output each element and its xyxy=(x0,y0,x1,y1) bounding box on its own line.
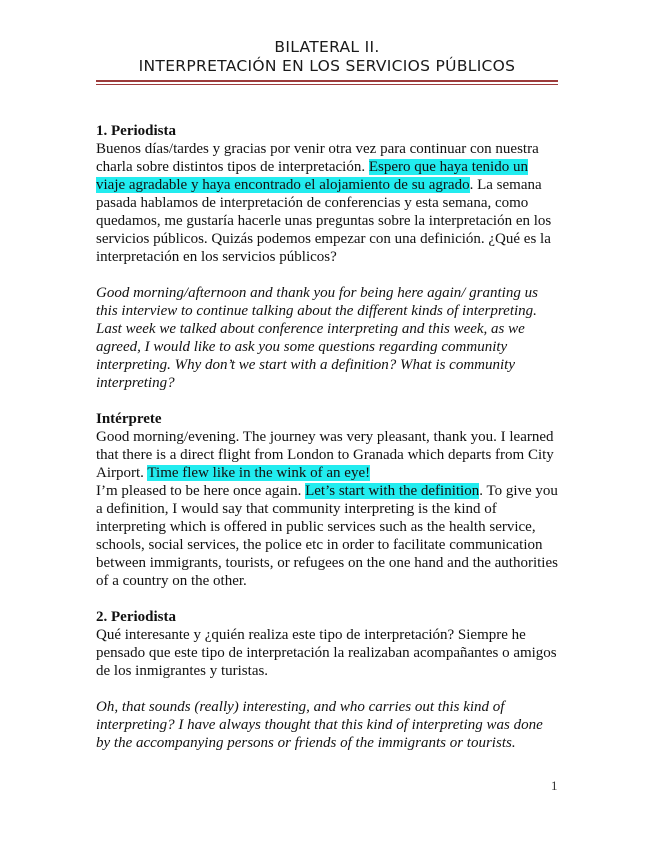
section-label: 2. Periodista xyxy=(96,609,176,625)
interpreter-paragraph xyxy=(96,482,558,590)
page-number: 1 xyxy=(551,778,558,793)
english-translation: Oh, that sounds (really) interesting, and who carries out this kind of interpreting? I have always thought that this kind of interpreting was done by the accompanying persons or friends of the immigrants or tourists. xyxy=(96,699,543,751)
section-label: Intérprete xyxy=(96,411,162,427)
interpreter-paragraph xyxy=(96,428,558,482)
page-header xyxy=(96,38,558,76)
highlighted-text: Time flew like in the wink of an eye! xyxy=(147,465,371,481)
header-title-line-2: INTERPRETACIÓN EN LOS SERVICIOS PÚBLICOS xyxy=(138,57,516,75)
spanish-paragraph: Qué interesante y ¿quién realiza este tipo de interpretación? Siempre he pensado que este tipo de interpretación la realizaban acompañantes o amigos de los inmigrantes y turistas. xyxy=(96,627,557,679)
text-run: Good morning/evening. The journey was very pleasant, thank you. I learned that there is a direct flight from London to Granada which departs from City Airport. xyxy=(96,429,554,481)
text-run: I’m pleased to be here once again. xyxy=(96,483,306,499)
spanish-paragraph xyxy=(96,140,558,266)
highlighted-text: Let’s start with the definition xyxy=(305,483,480,499)
highlighted-text: Espero que haya tenido un viaje agradable y haya encontrado el alojamiento de su agrado xyxy=(96,159,528,193)
header-rule-thin xyxy=(96,84,558,85)
text-run: Buenos días/tardes y gracias por venir otra vez para continuar con nuestra charla sobre distintos tipos de interpretación. xyxy=(96,141,539,175)
section-label: 1. Periodista xyxy=(96,123,176,139)
text-run: . To give you a definition, I would say that community interpreting is the kind of interpreting which is offered in public services such as the health service, schools, social services, the police etc in order to facilitate communication between immigrants, tourists, or refugees on the one hand and the authorities of a country on the other. xyxy=(96,483,558,589)
header-rule-thick xyxy=(96,80,558,82)
text-run: . La semana pasada hablamos de interpretación de conferencias y esta semana, como quedamos, me gustaría hacerle unas preguntas sobre la interpretación en los servicios públicos. Quizás podemos empezar con una definición. ¿Qué es la interpretación en los servicios públicos? xyxy=(96,177,552,265)
document-body xyxy=(96,122,558,752)
header-title-line-1: BILATERAL II. xyxy=(274,38,380,56)
english-translation: Good morning/afternoon and thank you for being here again/ granting us this interview to continue talking about the different kinds of interpreting. Last week we talked about conference interpreting and this week, as we agreed, I would like to ask you some questions regarding community interpreting. Why don’t we start with a definition? What is community interpreting? xyxy=(96,285,538,391)
